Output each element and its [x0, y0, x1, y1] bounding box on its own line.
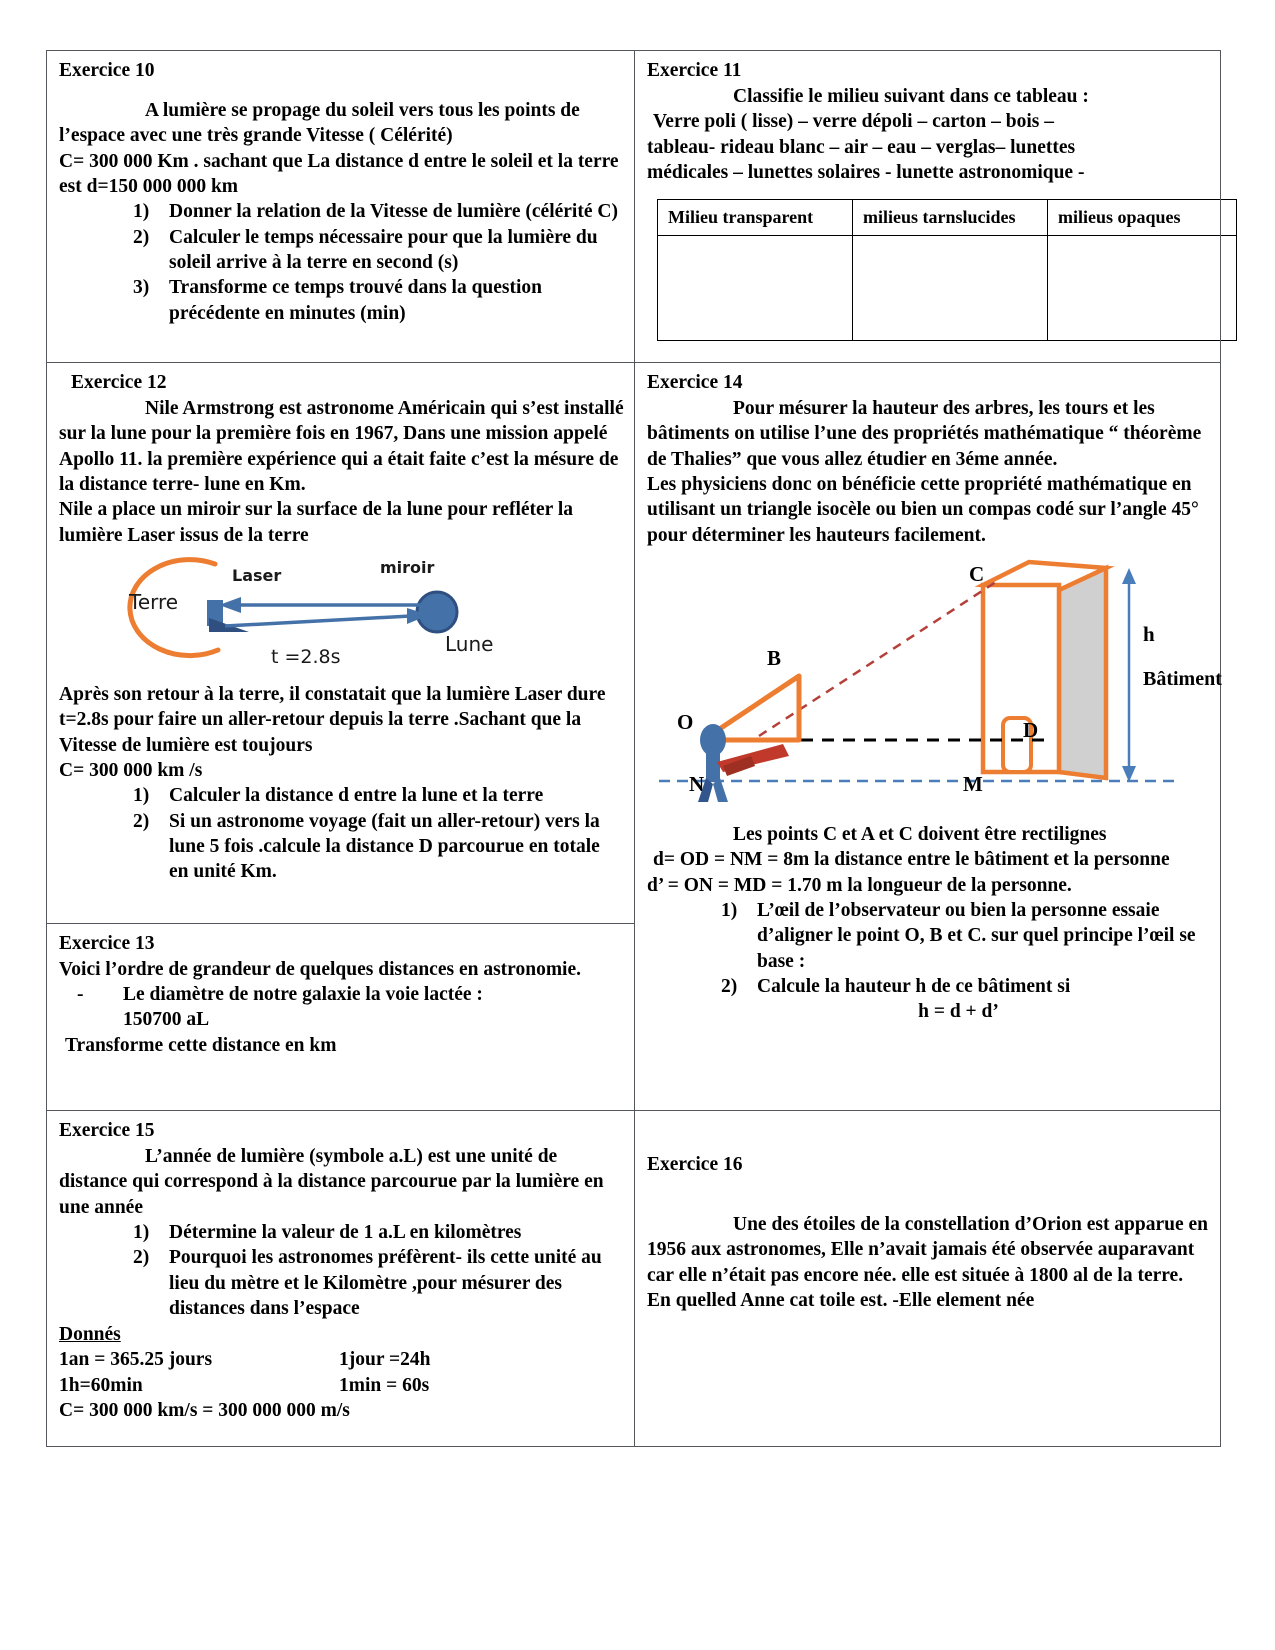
person-body-icon	[706, 750, 720, 782]
exercise-15-question-2	[133, 1245, 624, 1321]
cell-opaque-answers[interactable]	[1048, 235, 1237, 340]
exercise-13-bullet-1	[77, 982, 624, 1033]
exercise-15-para-1: L’année de lumière (symbole a.L) est une unité de distance qui correspond à la distance parcourue par la lumière en une année	[59, 1146, 604, 1218]
exercise-16-para-1: Une des étoiles de la constellation d’Orion est apparue en 1956 aux astronomes, Elle n’avait jamais été observée auparavant car elle n’était pas encore née. elle est située à 1800 al de la terre. En quelled Anne cat toile est. -Elle element née	[647, 1214, 1209, 1312]
figure-label-height: h	[1143, 622, 1155, 647]
exercise-15-question-list	[59, 1220, 624, 1321]
cell-exercise-13	[47, 923, 635, 1110]
exercise-13-para-2: Transforme cette distance en km	[65, 1034, 337, 1056]
exercise-14-question-1	[721, 898, 1210, 974]
spacer	[59, 1058, 624, 1102]
classification-table	[657, 199, 1237, 341]
exercise-12-para-2: Nile a place un miroir sur la surface de la lune pour refléter la lumière Laser issus de la terre	[59, 499, 574, 546]
figure-label-laser: Laser	[232, 566, 282, 586]
spacer	[647, 1117, 1210, 1151]
height-arrow-head-top-icon	[1122, 568, 1136, 584]
exercise-11-instruction: Classifie le milieu suivant dans ce tableau :	[733, 85, 1089, 107]
donnes-row	[59, 1398, 624, 1424]
question-number: 3)	[133, 277, 150, 299]
cell-exercise-14	[635, 363, 1221, 1111]
question-number: 2)	[133, 810, 150, 832]
spacer	[59, 1424, 624, 1438]
question-text: Transforme ce temps trouvé dans la question précédente en minutes (min)	[169, 277, 543, 324]
figure-label-building: Bâtiment	[1143, 668, 1222, 691]
outgoing-beam-line	[225, 616, 411, 626]
figure-point-label-N: N	[689, 772, 705, 797]
exercise-row-2	[47, 363, 1221, 924]
building-thales-figure	[651, 550, 1222, 802]
cell-exercise-10	[47, 51, 635, 363]
table-header-row	[658, 200, 1237, 236]
cell-exercise-15	[47, 1111, 635, 1447]
figure-label-time: t =2.8s	[271, 646, 341, 669]
exercise-10-question-2	[133, 225, 624, 276]
exercise-13-bullet-list	[59, 982, 624, 1033]
donnes-row	[59, 1373, 624, 1399]
figure-label-terre: Terre	[129, 590, 179, 615]
exercise-12-question-1	[133, 783, 624, 808]
building-side-face	[1059, 568, 1106, 778]
height-arrow-head-bottom-icon	[1122, 766, 1136, 782]
question-text: Donner la relation de la Vitesse de lumière (célérité C)	[169, 201, 618, 223]
question-number: 2)	[721, 976, 738, 998]
question-number: 1)	[133, 201, 150, 223]
exercises-grid	[46, 50, 1221, 1447]
donnes-left: 1an = 365.25 jours	[59, 1348, 213, 1370]
exercise-row-4	[47, 1111, 1221, 1447]
exercise-12-question-list	[59, 783, 624, 884]
exercise-12-para-4: C= 300 000 km /s	[59, 760, 203, 782]
cell-exercise-11	[635, 51, 1221, 363]
exercise-14-question-list	[647, 898, 1210, 999]
donnes-right: 1jour =24h	[339, 1348, 431, 1370]
question-text: Pourquoi les astronomes préfèrent- ils cette unité au lieu du mètre et le Kilomètre ,pour mésurer des distances dans l’espace	[169, 1247, 602, 1320]
exercise-13-title: Exercice 13	[59, 932, 155, 954]
figure-point-label-B: B	[767, 646, 782, 671]
exercise-14-question-2	[721, 974, 1210, 999]
question-text: Détermine la valeur de 1 a.L en kilomètres	[169, 1222, 522, 1244]
cell-exercise-12	[47, 363, 635, 924]
exercise-10-para-1: A lumière se propage du soleil vers tous les points de l’espace avec une très grande Vitesse ( Célérité)	[59, 99, 580, 147]
cell-transparent-answers[interactable]	[658, 235, 853, 340]
exercise-15-donnes-block	[59, 1347, 624, 1424]
exercise-11-title: Exercice 11	[647, 60, 742, 81]
exercise-10-question-3	[133, 275, 624, 326]
question-text: L’œil de l’observateur ou bien la personne essaie d’aligner le point O, B et C. sur quel principe l’œil se base :	[757, 900, 1196, 972]
figure-point-label-M: M	[963, 772, 983, 797]
bullet-dash: -	[77, 984, 84, 1006]
spacer	[59, 326, 624, 354]
exercise-11-items-line-1: Verre poli ( lisse) – verre dépoli – carton – bois –	[653, 111, 1054, 133]
question-number: 2)	[133, 226, 150, 248]
bullet-text: Le diamètre de notre galaxie la voie lactée :	[123, 984, 483, 1006]
donnes-left: C= 300 000 km/s = 300 000 000 m/s	[59, 1400, 350, 1422]
exercise-16-title: Exercice 16	[647, 1154, 743, 1176]
exercise-10-title: Exercice 10	[59, 60, 155, 81]
exercise-14-formula: h = d + d’	[918, 1001, 999, 1023]
figure-point-label-O: O	[677, 710, 694, 735]
exercise-14-para-2: Les physiciens donc on bénéficie cette propriété mathématique en utilisant un triangle isocèle ou bien un compas codé sur l’angle 45° pour déterminer les hauteurs facilement.	[647, 474, 1199, 546]
column-header-transparent: Milieu transparent	[658, 200, 853, 236]
question-number: 1)	[133, 1222, 150, 1244]
question-text: Calculer la distance d entre la lune et la terre	[169, 785, 544, 807]
exercise-10-para-2: C= 300 000 Km . sachant que La distance d entre le soleil et la terre est d=150 000 000 km	[59, 150, 619, 197]
exercise-10-question-1	[133, 199, 624, 224]
question-number: 2)	[133, 1247, 150, 1269]
figure-label-lune: Lune	[445, 632, 494, 657]
exercise-12-question-2	[133, 809, 624, 885]
table-row	[658, 235, 1237, 340]
sight-line-OBC	[759, 580, 999, 736]
exercise-row-1	[47, 51, 1221, 363]
earth-moon-laser-figure	[85, 554, 605, 669]
exercise-12-title: Exercice 12	[71, 372, 167, 394]
cell-translucent-answers[interactable]	[853, 235, 1048, 340]
exercise-15-title: Exercice 15	[59, 1120, 155, 1142]
figure-point-label-D: D	[1023, 718, 1039, 743]
donnes-right: 1min = 60s	[339, 1374, 430, 1396]
exercise-14-para-5: d’ = ON = MD = 1.70 m la longueur de la personne.	[647, 874, 1072, 896]
bullet-value: 150700 aL	[123, 1009, 210, 1031]
column-header-opaque: milieus opaques	[1048, 200, 1237, 236]
exercise-14-para-4: d= OD = NM = 8m la distance entre le bâtiment et la personne	[653, 849, 1170, 871]
exercise-11-items-line-3: médicales – lunettes solaires - lunette astronomique -	[647, 161, 1085, 183]
exercise-11-items-line-2: tableau- rideau blanc – air – eau – verglas– lunettes	[647, 136, 1076, 158]
question-text: Calcule la hauteur h de ce bâtiment si	[757, 976, 1071, 998]
exercise-14-title: Exercice 14	[647, 372, 743, 394]
question-number: 1)	[133, 785, 150, 807]
exercise-14-para-3: Les points C et A et C doivent être rectilignes	[733, 824, 1107, 846]
exercise-15-question-1	[133, 1220, 624, 1245]
figure-label-miroir: miroir	[380, 558, 435, 578]
exercise-12-para-3: Après son retour à la terre, il constatait que la lumière Laser dure t=2.8s pour faire un aller-retour depuis la terre .Sachant que la Vitesse de lumière est toujours	[59, 684, 606, 756]
building-thales-svg	[651, 550, 1191, 802]
exercise-12-para-1: Nile Armstrong est astronome Américain qui s’est installé sur la lune pour la première fois en 1967, Dans une mission appelé Apollo 11. la première expérience qui a était faite c’est la mésure de la distance terre- lune en Km.	[59, 398, 624, 496]
question-number: 1)	[721, 900, 738, 922]
column-header-translucent: milieus tarnslucides	[853, 200, 1048, 236]
cell-exercise-16	[635, 1111, 1221, 1447]
figure-point-label-C: C	[969, 562, 985, 587]
exercise-15-donnes-title: Donnés	[59, 1323, 121, 1345]
moon-circle-icon	[417, 592, 457, 632]
donnes-left: 1h=60min	[59, 1374, 143, 1396]
question-text: Calculer le temps nécessaire pour que la lumière du soleil arrive à la terre en second (s)	[169, 226, 598, 274]
spacer	[59, 885, 624, 915]
donnes-row	[59, 1347, 624, 1373]
spacer	[647, 1025, 1210, 1061]
exercise-14-para-1: Pour mésurer la hauteur des arbres, les tours et les bâtiments on utilise l’une des propriétés mathématique “ théorème de Thalies” que vous allez étudier en 3éme année.	[647, 398, 1202, 470]
question-text: Si un astronome voyage (fait un aller-retour) vers la lune 5 fois .calcule la distance D parcourue en totale en unité Km.	[169, 810, 600, 883]
exercise-10-question-list	[59, 199, 624, 326]
exercise-13-para-1: Voici l’ordre de grandeur de quelques distances en astronomie.	[59, 958, 582, 980]
